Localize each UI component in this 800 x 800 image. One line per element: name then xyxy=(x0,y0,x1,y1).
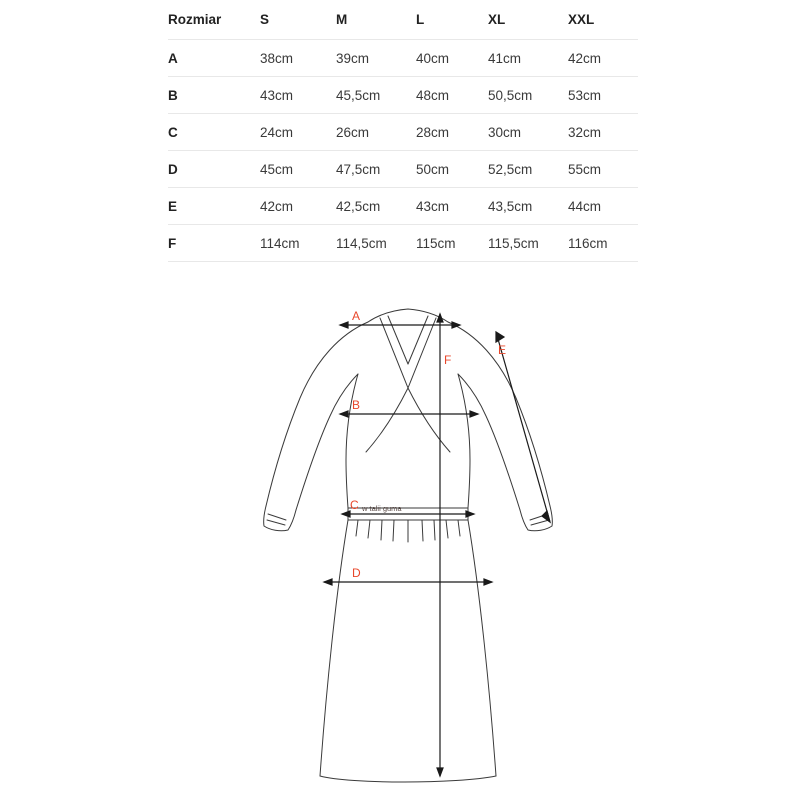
cell-e-xxl: 44cm xyxy=(568,188,638,225)
cell-a-m: 39cm xyxy=(336,40,416,77)
cell-d-l: 50cm xyxy=(416,151,488,188)
row-label-b: B xyxy=(168,77,260,114)
cell-f-m: 114,5cm xyxy=(336,225,416,262)
column-header-rozmiar: Rozmiar xyxy=(168,0,260,40)
cell-a-l: 40cm xyxy=(416,40,488,77)
table-row xyxy=(168,77,638,114)
diagram-label-e: E xyxy=(498,343,507,357)
cell-e-xl: 43,5cm xyxy=(488,188,568,225)
row-label-e: E xyxy=(168,188,260,225)
cell-c-m: 26cm xyxy=(336,114,416,151)
garment-measurement-diagram xyxy=(230,292,590,792)
arrow-b xyxy=(340,411,478,417)
size-table-body xyxy=(168,40,638,262)
cell-b-xl: 50,5cm xyxy=(488,77,568,114)
table-header-row xyxy=(168,0,638,40)
row-label-a: A xyxy=(168,40,260,77)
row-label-c: C xyxy=(168,114,260,151)
cell-f-xxl: 116cm xyxy=(568,225,638,262)
cell-f-l: 115cm xyxy=(416,225,488,262)
cell-b-l: 48cm xyxy=(416,77,488,114)
cell-d-xl: 52,5cm xyxy=(488,151,568,188)
size-table-head xyxy=(168,0,638,40)
diagram-label-f: F xyxy=(444,353,452,367)
arrow-e xyxy=(496,332,550,522)
cell-b-xxl: 53cm xyxy=(568,77,638,114)
cell-a-s: 38cm xyxy=(260,40,336,77)
table-row xyxy=(168,188,638,225)
cell-c-l: 28cm xyxy=(416,114,488,151)
size-table xyxy=(168,0,638,262)
arrow-f xyxy=(437,314,443,776)
table-row xyxy=(168,40,638,77)
diagram-label-c: C xyxy=(350,498,359,512)
cell-c-s: 24cm xyxy=(260,114,336,151)
row-label-f: F xyxy=(168,225,260,262)
table-row xyxy=(168,114,638,151)
arrow-d xyxy=(324,579,492,585)
diagram-note-waist-elastic: w talii guma xyxy=(362,504,402,513)
diagram-label-a: A xyxy=(352,309,361,323)
table-row xyxy=(168,225,638,262)
cell-b-s: 43cm xyxy=(260,77,336,114)
table-row xyxy=(168,151,638,188)
column-header-l: L xyxy=(416,0,488,40)
cell-a-xl: 41cm xyxy=(488,40,568,77)
cell-a-xxl: 42cm xyxy=(568,40,638,77)
cell-d-s: 45cm xyxy=(260,151,336,188)
column-header-m: M xyxy=(336,0,416,40)
column-header-s: S xyxy=(260,0,336,40)
cell-d-xxl: 55cm xyxy=(568,151,638,188)
cell-c-xl: 30cm xyxy=(488,114,568,151)
cell-c-xxl: 32cm xyxy=(568,114,638,151)
cell-f-xl: 115,5cm xyxy=(488,225,568,262)
size-table-container xyxy=(168,0,638,262)
measurement-arrows xyxy=(324,314,550,776)
cell-e-s: 42cm xyxy=(260,188,336,225)
diagram-label-b: B xyxy=(352,398,361,412)
cell-b-m: 45,5cm xyxy=(336,77,416,114)
row-label-d: D xyxy=(168,151,260,188)
cell-f-s: 114cm xyxy=(260,225,336,262)
cell-e-m: 42,5cm xyxy=(336,188,416,225)
diagram-label-d: D xyxy=(352,566,361,580)
cell-e-l: 43cm xyxy=(416,188,488,225)
cell-d-m: 47,5cm xyxy=(336,151,416,188)
column-header-xl: XL xyxy=(488,0,568,40)
column-header-xxl: XXL xyxy=(568,0,638,40)
